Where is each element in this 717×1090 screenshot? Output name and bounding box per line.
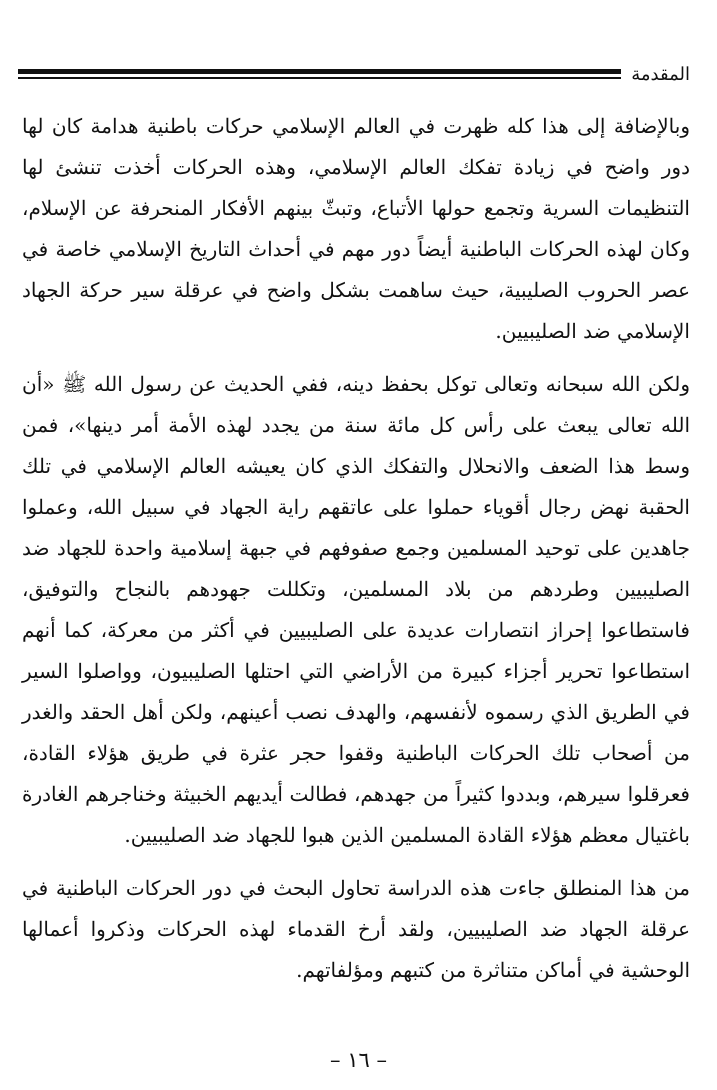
header-rule — [18, 69, 621, 79]
paragraph-1: وبالإضافة إلى هذا كله ظهرت في العالم الإسلامي حركات باطنية هدامة كان لها دور واضح في زيادة تفكك العالم الإسلامي، وهذه الحركات أخذت تنشئ لها التنظيمات السرية وتجمع حولها الأتباع، وتبثّ بينهم الأفكار المنحرفة عن الإسلام، وكان لهذه الحركات الباطنية أيضاً دور مهم في أحداث التاريخ الإسلامي خاصة في عصر الحروب الصليبية، حيث ساهمت بشكل واضح في عرقلة سير حركة الجهاد الإسلامي ضد الصليبيين. — [22, 114, 691, 343]
paragraph-3: من هذا المنطلق جاءت هذه الدراسة تحاول البحث في دور الحركات الباطنية في عرقلة الجهاد ضد الصليبيين، ولقد أرخ القدماء لهذه الحركات وذكروا أعمالها الوحشية في أماكن متناثرة من كتبهم ومؤلفاتهم. — [22, 876, 690, 982]
header-rule-thin — [18, 77, 621, 79]
running-header-title: المقدمة — [631, 63, 690, 85]
header-rule-thick — [18, 69, 621, 74]
body-text — [22, 106, 690, 991]
paragraph-2: ولكن الله سبحانه وتعالى توكل بحفظ دينه، ففي الحديث عن رسول الله ﷺ «أن الله تعالى يبعث على رأس كل مائة سنة من يجدد لهذه الأمة أمر دينها»، فمن وسط هذا الضعف والانحلال والتفكك الذي كان يعيشه العالم الإسلامي في تلك الحقبة نهض رجال أقوياء حملوا على عاتقهم راية الجهاد في سبيل الله، وعملوا جاهدين على توحيد المسلمين وجمع صفوفهم في جبهة إسلامية واحدة للجهاد ضد الصليبيين وطردهم من بلاد المسلمين، وتكللت جهودهم بالنجاح والتوفيق، فاستطاعوا إحراز انتصارات عديدة على الصليبيين في أكثر من معركة، كما أنهم استطاعوا تحرير أجزاء كبيرة من الأراضي التي احتلها الصليبيون، وواصلوا السير في الطريق الذي رسموه لأنفسهم، والهدف نصب أعينهم، ولكن أهل الحقد والغدر من أصحاب تلك الحركات الباطنية وقفوا حجر عثرة في طريق هؤلاء القادة، فعرقلوا سيرهم، وبددوا كثيراً من جهدهم، فطالت أيديهم الخبيثة وخناجرهم الغادرة باغتيال معظم هؤلاء القادة المسلمين الذين هبوا للجهاد ضد الصليبيين. — [22, 372, 690, 847]
running-header — [18, 60, 690, 88]
page-number: – ١٦ – — [330, 1048, 387, 1072]
